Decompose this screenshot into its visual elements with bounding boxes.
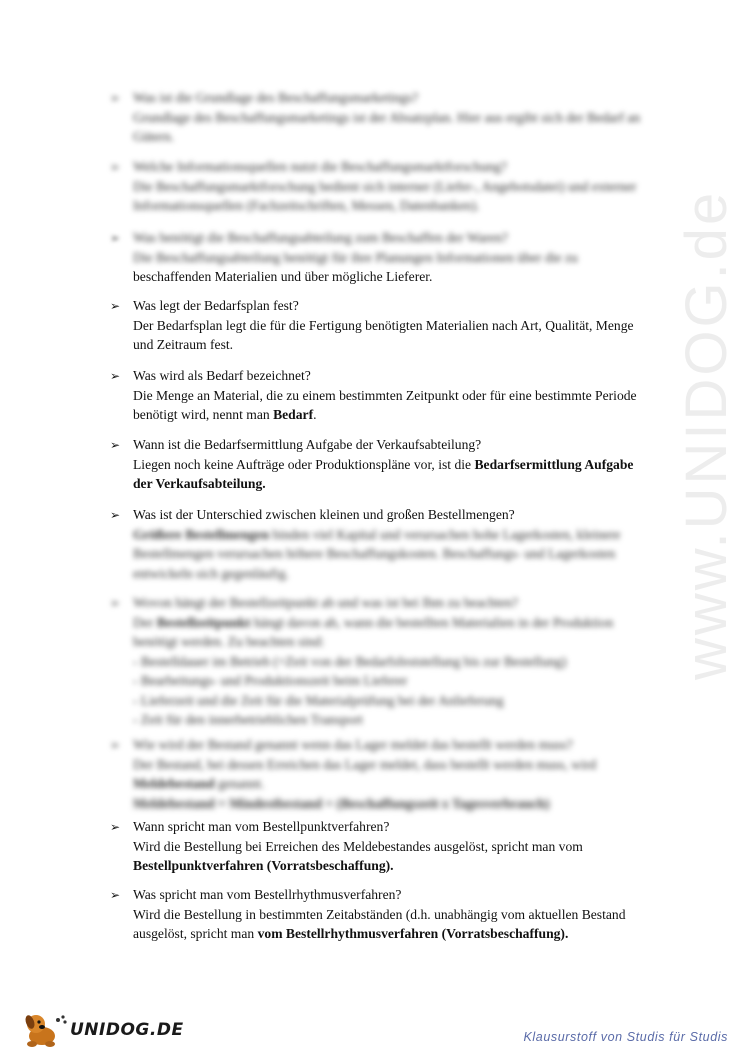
arrow-bullet-icon: ➢ xyxy=(110,91,121,105)
answer: Wird die Bestellung bei Erreichen des Meldebestandes ausgelöst, spricht man vom Bestellpunktverfahren (Vorratsbeschaffung). xyxy=(133,838,583,873)
qa-item-10 xyxy=(110,817,650,876)
question: Wann ist die Bedarfsermittlung Aufgabe der Verkaufsabteilung? xyxy=(133,437,482,452)
question: Was wird als Bedarf bezeichnet? xyxy=(133,368,311,383)
qa-item-9 xyxy=(110,735,650,813)
list-item: - Bestelldauer im Betrieb (=Zeit von der Bedarfsfeststellung bis zur Bestellung) xyxy=(133,653,567,669)
arrow-bullet-icon: ➢ xyxy=(110,438,121,452)
qa-item-5 xyxy=(110,366,650,425)
question: Wann spricht man vom Bestellpunktverfahren? xyxy=(133,819,390,834)
arrow-bullet-icon: ➢ xyxy=(110,299,121,313)
question: Was spricht man vom Bestellrhythmusverfahren? xyxy=(133,887,402,902)
question: Wovon hängt der Bestellzeitpunkt ab und was ist bei Ihm zu beachten? xyxy=(133,595,519,610)
qa-item-11 xyxy=(110,885,650,944)
list-item: - Zeit für den innerbetrieblichen Transport xyxy=(133,712,363,727)
qa-item-1 xyxy=(110,88,650,147)
answer: Die Menge an Material, die zu einem bestimmten Zeitpunkt oder für eine bestimmte Periode benötigt wird, nennt man Bedarf. xyxy=(133,387,637,422)
qa-item-4 xyxy=(110,296,650,355)
arrow-bullet-icon: ➢ xyxy=(110,738,121,752)
question: Was legt der Bedarfsplan fest? xyxy=(133,298,299,313)
question: Welche Informationsquellen nutzt die Beschaffungsmarktforschung? xyxy=(133,159,507,174)
formula: Meldebestand = Mindestbestand + (Beschaffungszeit x Tagesverbrauch) xyxy=(133,795,550,811)
list-item: - Bearbeitungs- und Produktionszeit beim Lieferer xyxy=(133,673,408,688)
footer-tagline: Klausurstoff von Studis für Studis xyxy=(523,1030,728,1044)
qa-item-2 xyxy=(110,157,650,216)
arrow-bullet-icon: ➢ xyxy=(110,820,121,834)
arrow-bullet-icon: ➢ xyxy=(110,888,121,902)
answer: Liegen noch keine Aufträge oder Produktionspläne vor, ist die Bedarfsermittlung Aufgabe der Verkaufsabteilung. xyxy=(133,456,634,491)
dog-mascot-icon xyxy=(22,1010,70,1050)
logo-text: UNIDOG.DE xyxy=(70,1020,184,1040)
question: Was ist der Unterschied zwischen kleinen und großen Bestellmengen? xyxy=(133,507,515,522)
list-item: - Lieferzeit und die Zeit für die Materialprüfung bei der Anlieferung xyxy=(133,692,504,708)
watermark: www.UNIDOG.de xyxy=(674,189,739,680)
answer: Grundlage des Beschaffungsmarketings ist der Absatzplan. Hier aus ergibt sich der Bedarf an Gütern. xyxy=(133,109,641,144)
arrow-bullet-icon: ➢ xyxy=(110,508,121,522)
arrow-bullet-icon: ➢ xyxy=(110,369,121,383)
question: Wie wird der Bestand genannt wenn das Lager meldet das bestellt werden muss? xyxy=(133,737,573,752)
answer: Größere Bestellmengen binden viel Kapital und verursachen hohe Lagerkosten, kleinere Bestellmengen verursachen höhere Beschaffungskosten. Beschaffungs- und Lagerkosten entwickeln sich gegenläufig. xyxy=(133,526,621,581)
answer: Die Beschaffungsabteilung benötigt für ihre Planungen Informationen über die zu xyxy=(133,249,578,265)
answer: Die Beschaffungsmarktforschung bedient sich interner (Liefer-, Angebotsdatei) und externer Informationsquellen (Fachzeitschriften, Messen, Datenbanken). xyxy=(133,178,637,213)
answer: Wird die Bestellung in bestimmten Zeitabständen (d.h. unabhängig vom aktuellen Bestand ausgelöst, spricht man vom Bestellrhythmusverfahren (Vorratsbeschaffung). xyxy=(133,906,626,941)
answer: Der Bedarfsplan legt die für die Fertigung benötigten Materialien nach Art, Qualität, Menge und Zeitraum fest. xyxy=(133,317,634,352)
qa-item-8 xyxy=(110,593,650,730)
question: Was benötigt die Beschaffungsabteilung zum Beschaffen der Waren? xyxy=(133,230,508,245)
answer: Der Bestand, bei dessen Erreichen das Lager meldet, dass bestellt werden muss, wird Meldebestand genannt. xyxy=(133,756,597,791)
qa-item-7 xyxy=(110,505,650,583)
qa-item-6 xyxy=(110,435,650,494)
arrow-bullet-icon: ➢ xyxy=(110,596,121,610)
question: Was ist die Grundlage des Beschaffungsmarketings? xyxy=(133,90,419,105)
qa-item-3 xyxy=(110,228,650,287)
unidog-logo[interactable] xyxy=(22,1010,184,1050)
answer: Der Bestellzeitpunkt hängt davon ab, wann die bestellten Materialien in der Produktion benötigt werden. Zu beachten sind: xyxy=(133,614,614,649)
arrow-bullet-icon: ➢ xyxy=(110,160,121,174)
answer-continued: beschaffenden Materialien und über mögliche Lieferer. xyxy=(133,269,433,284)
arrow-bullet-icon: ➢ xyxy=(110,231,121,245)
